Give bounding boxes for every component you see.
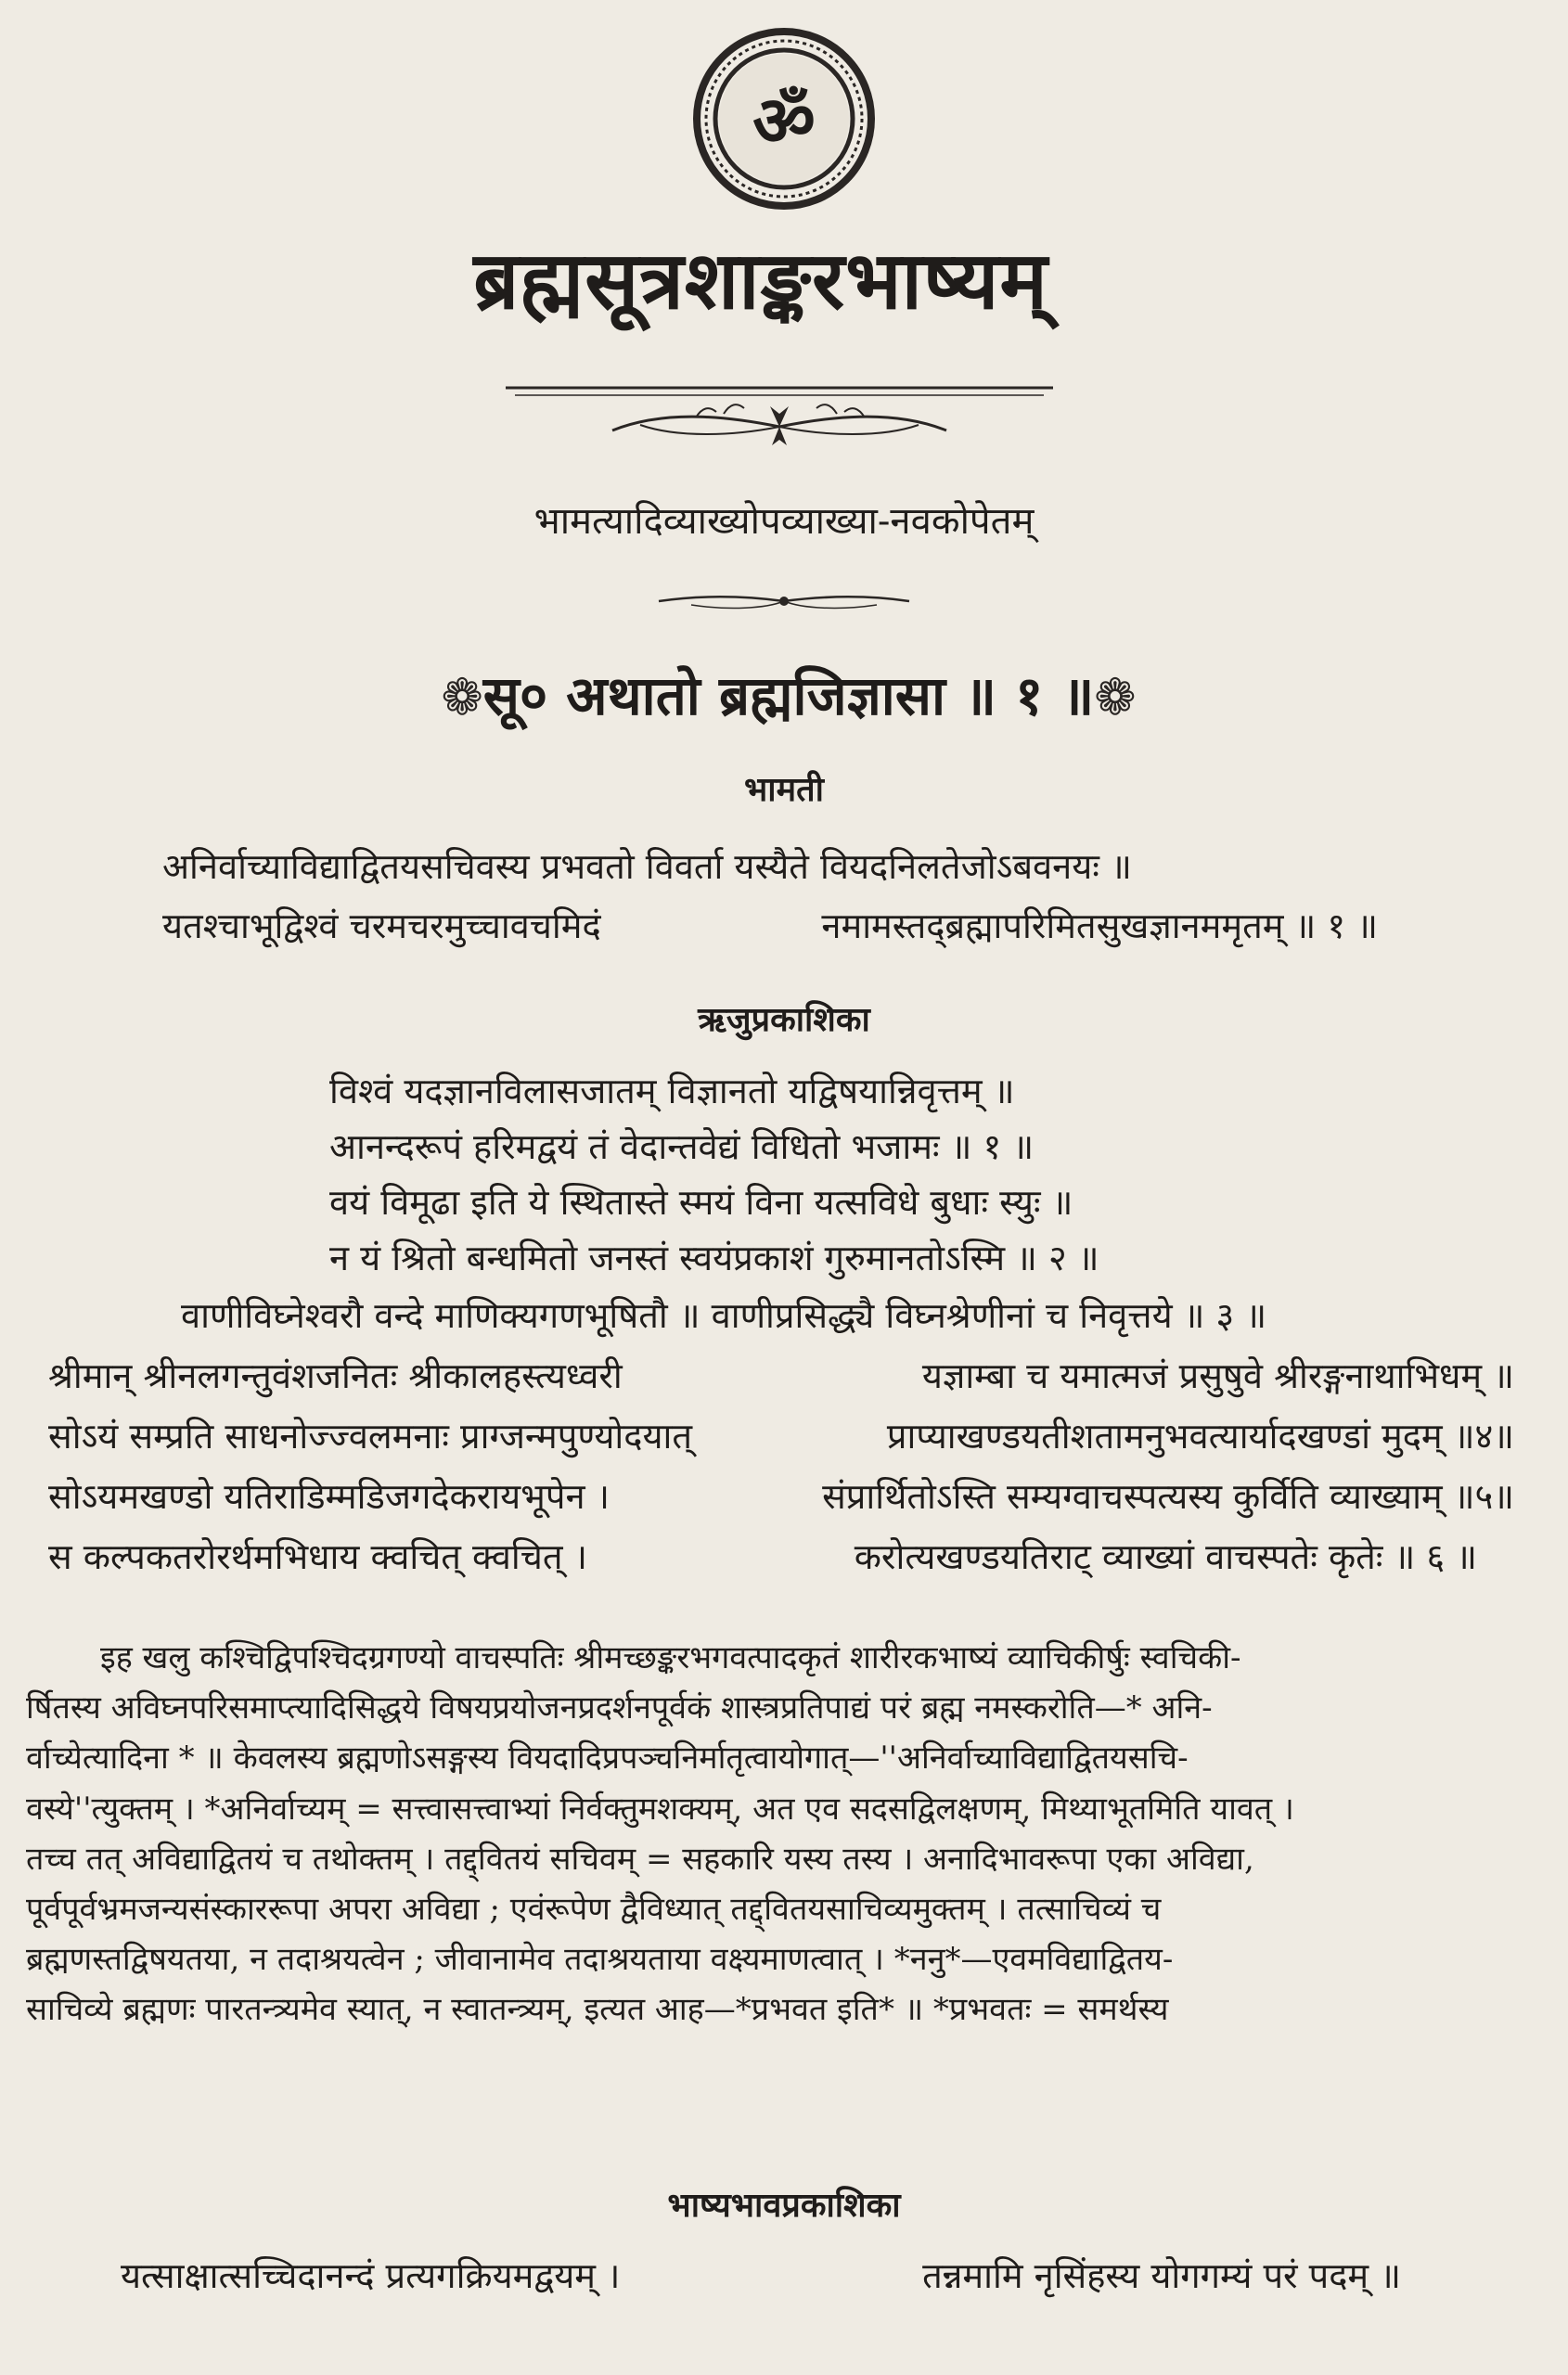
om-symbol: ॐ — [752, 82, 816, 161]
rjuprakashika-verse — [48, 1531, 1477, 1583]
flower-icon: ❁ — [1094, 668, 1137, 726]
sutra-heading — [371, 661, 1206, 733]
rjuprakashika-verse — [48, 1410, 1514, 1462]
verse-half: नमामस्तद्ब्रह्मापरिमितसुखज्ञानममृतम् ॥ १ ॥ — [821, 905, 1378, 946]
verse-half: तन्नमामि नृसिंहस्य योगगम्यं परं पदम् ॥ — [922, 2255, 1401, 2296]
rjuprakashika-line: आनन्दरूपं हरिमद्वयं तं वेदान्तवेद्यं विधितो भजामः ॥ १ ॥ — [329, 1126, 1035, 1167]
commentary-line: साचिव्ये ब्रह्मणः पारतन्त्र्यमेव स्यात्, न स्वातन्त्र्यम्, इत्यत आह—*प्रभवत इति* ॥ *प्रभवतः = समर्थस्य — [26, 1991, 1169, 2029]
verse-half: यत्साक्षात्सच्चिदानन्दं प्रत्यगक्रियमद्वयम् । — [121, 2255, 621, 2296]
verse-half: करोत्यखण्डयतिराट् व्याख्यां वाचस्पतेः कृतेः ॥ ६ ॥ — [854, 1536, 1477, 1577]
bhamati-verse-line-2 — [162, 900, 1378, 952]
subtitle-divider-ornament-icon — [654, 584, 914, 618]
commentary-line: इह खलु कश्चिद्विपश्चिदग्रगण्यो वाचस्पतिः श्रीमच्छङ्करभगवत्पादकृतं शारीरकभाष्यं व्याचिकीर्षुः स्वचिकी- — [100, 1639, 1241, 1676]
commentary-line: र्वाच्येत्यादिना * ॥ केवलस्य ब्रह्मणोऽसङ्गस्य वियदादिप्रपञ्चनिर्मातृत्वायोगात्—''अनिर्वाच्याविद्याद्वितयसचि- — [26, 1740, 1189, 1778]
book-subtitle: भामत्यादिव्याख्योपव्याख्या-नवकोपेतम् — [533, 500, 1035, 543]
commentary-line: ब्रह्मणस्तद्विषयतया, न तदाश्रयत्वेन ; जीवानामेव तदाश्रयताया वक्ष्यमाणत्वात् । *ननु*—एवमविद्याद्वितय- — [26, 1941, 1174, 1979]
rjuprakashika-verse — [48, 1350, 1514, 1402]
bhashyabhava-verse — [121, 2250, 1401, 2302]
commentary-line: तच्च तत् अविद्याद्वितयं च तथोक्तम् । तद्द्वितयं सचिवम् = सहकारि यस्य तस्य । अनादिभावरूपा एका अविद्या, — [26, 1840, 1254, 1878]
title-divider-ornament-icon — [501, 380, 1058, 455]
verse-half: यज्ञाम्बा च यमात्मजं प्रसुषुवे श्रीरङ्गनाथाभिधम् ॥ — [921, 1355, 1514, 1396]
verse-half: सोऽयं सम्प्रति साधनोज्ज्वलमनाः प्राग्जन्मपुण्योदयात् — [48, 1416, 692, 1457]
bhashyabhava-heading: भाष्यभावप्रकाशिका — [667, 2186, 901, 2225]
verse-half: यतश्चाभूद्विश्वं चरमचरमुच्चावचमिदं — [162, 905, 601, 946]
commentary-line: र्षितस्य अविघ्नपरिसमाप्त्यादिसिद्धये विषयप्रयोजनप्रदर्शनपूर्वकं शास्त्रप्रतिपाद्यं परं ब्रह्म नमस्करोति—* अनि- — [26, 1689, 1213, 1727]
rjuprakashika-heading: ऋजुप्रकाशिका — [698, 1000, 870, 1039]
rjuprakashika-line: वयं विमूढा इति ये स्थितास्ते स्मयं विना यत्सविधे बुधाः स्युः ॥ — [329, 1182, 1073, 1223]
verse-half: सोऽयमखण्डो यतिराडिम्मडिजगदेकरायभूपेन । — [48, 1476, 610, 1517]
commentary-paragraph — [26, 1633, 1538, 2035]
rjuprakashika-line: न यं श्रितो बन्धमितो जनस्तं स्वयंप्रकाशं गुरुमानतोऽस्मि ॥ २ ॥ — [329, 1238, 1099, 1278]
verse-half: प्राप्याखण्डयतीशतामनुभवत्यार्यादखण्डां मुदम् ॥४॥ — [886, 1416, 1514, 1457]
verse-half: स कल्पकतरोरर्थमभिधाय क्वचित् क्वचित् । — [48, 1536, 588, 1577]
book-title: ब्रह्मसूत्रशाङ्करभाष्यम् — [473, 234, 1048, 327]
bhamati-heading: भामती — [743, 770, 824, 809]
om-seal-icon — [691, 26, 877, 212]
verse-half: संप्रार्थितोऽस्ति सम्यग्वाचस्पत्यस्य कुर्विति व्याख्याम् ॥५॥ — [822, 1476, 1514, 1517]
rjuprakashika-verse — [48, 1470, 1514, 1522]
verse-half: श्रीमान् श्रीनलगन्तुवंशजनितः श्रीकालहस्त्यध्वरी — [48, 1355, 623, 1396]
commentary-line: पूर्वपूर्वभ्रमजन्यसंस्काररूपा अपरा अविद्या ; एवंरूपेण द्वैविध्यात् तद्द्वितयसाचिव्यमुक्तम् । तत्साचिव्यं च — [26, 1891, 1162, 1929]
bhamati-verse-line-1: अनिर्वाच्याविद्याद्वितयसचिवस्य प्रभवतो विवर्ता यस्यैते वियदनिलतेजोऽबवनयः ॥ — [162, 846, 1132, 887]
sutra-text: सू० अथातो ब्रह्मजिज्ञासा ॥ १ ॥ — [482, 664, 1095, 727]
commentary-line: वस्ये''त्युक्तम् । *अनिर्वाच्यम् = सत्त्वासत्त्वाभ्यां निर्वक्तुमशक्यम्, अत एव सदसद्विलक्षणम्, मिथ्याभूतमिति यावत् । — [26, 1790, 1294, 1828]
flower-icon: ❁ — [441, 668, 483, 726]
rjuprakashika-line: विश्वं यदज्ञानविलासजातम् विज्ञानतो यद्विषयान्निवृत्तम् ॥ — [329, 1071, 1015, 1111]
rjuprakashika-line: वाणीविघ्नेश्वरौ वन्दे माणिक्यगणभूषितौ ॥ वाणीप्रसिद्ध्यै विघ्नश्रेणीनां च निवृत्तये ॥ ३ ॥ — [181, 1295, 1267, 1336]
